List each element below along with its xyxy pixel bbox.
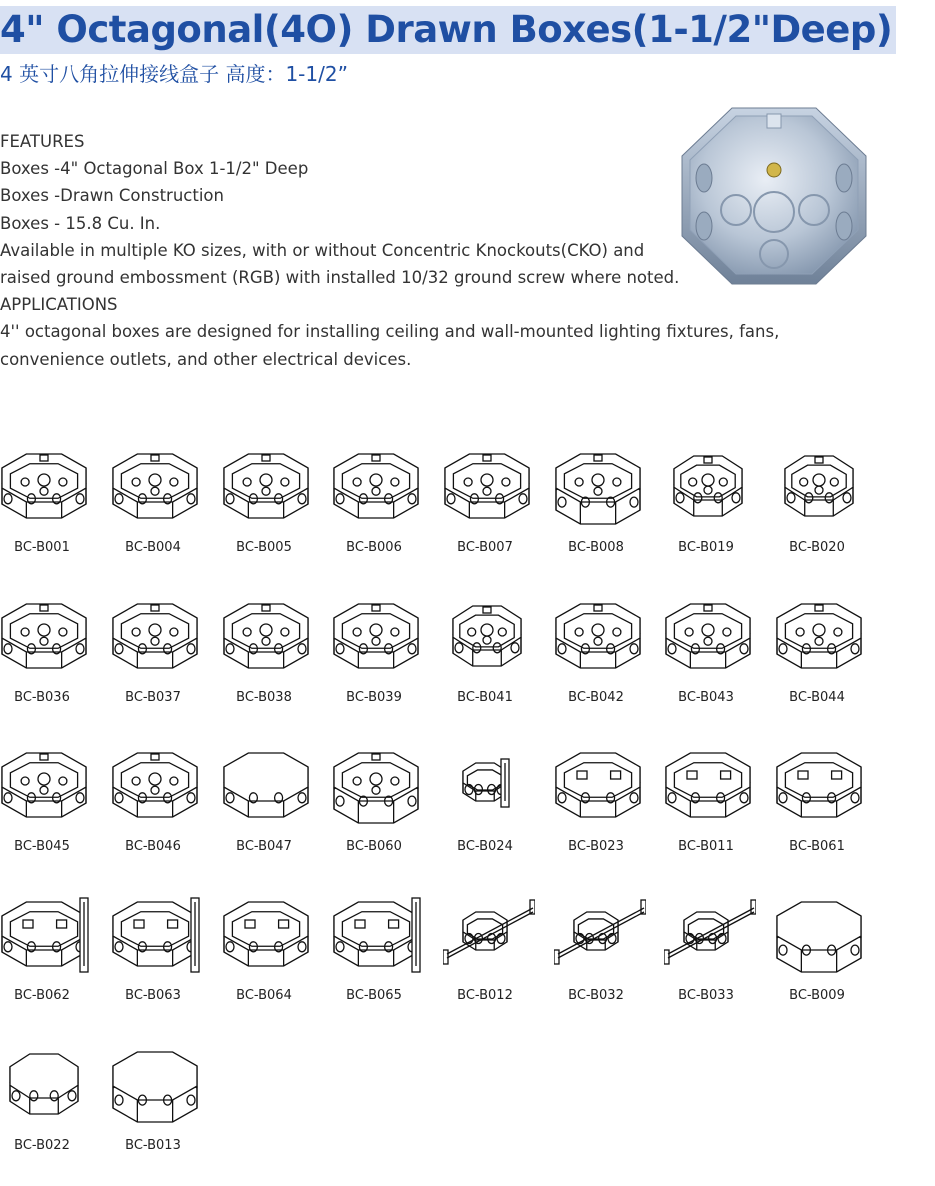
product-code: BC-B024 bbox=[457, 839, 513, 854]
applications-heading: APPLICATIONS bbox=[0, 295, 118, 315]
product-code: BC-B037 bbox=[125, 690, 181, 705]
octagonal-box-drawing bbox=[664, 737, 756, 833]
octagonal-box-drawing bbox=[0, 1036, 92, 1132]
product-item bbox=[664, 588, 774, 718]
octagonal-box-drawing bbox=[443, 588, 535, 684]
product-code: BC-B042 bbox=[568, 690, 624, 705]
octagonal-box-drawing bbox=[222, 438, 314, 534]
octagonal-box-drawing bbox=[332, 588, 424, 684]
product-code: BC-B062 bbox=[14, 988, 70, 1003]
product-code: BC-B020 bbox=[789, 540, 845, 555]
octagonal-box-drawing bbox=[222, 886, 314, 982]
product-code: BC-B038 bbox=[236, 690, 292, 705]
octagonal-box-drawing bbox=[775, 737, 867, 833]
product-item bbox=[443, 438, 553, 568]
applications-line: convenience outlets, and other electrical devices. bbox=[0, 349, 412, 369]
feature-line: Available in multiple KO sizes, with or without Concentric Knockouts(CKO) and bbox=[0, 240, 645, 260]
octagonal-box-drawing bbox=[443, 886, 535, 982]
feature-line: Boxes - 15.8 Cu. In. bbox=[0, 213, 161, 233]
product-item bbox=[222, 588, 332, 718]
octagonal-box-drawing bbox=[554, 438, 646, 534]
product-item bbox=[111, 588, 221, 718]
product-code: BC-B039 bbox=[346, 690, 402, 705]
product-code: BC-B045 bbox=[14, 839, 70, 854]
feature-line: raised ground embossment (RGB) with installed 10/32 ground screw where noted. bbox=[0, 268, 680, 288]
product-item bbox=[332, 438, 442, 568]
product-item bbox=[775, 438, 885, 568]
product-item bbox=[775, 886, 885, 1016]
product-item bbox=[443, 886, 553, 1016]
product-item bbox=[332, 737, 442, 867]
product-code: BC-B063 bbox=[125, 988, 181, 1003]
octagonal-box-drawing bbox=[111, 886, 203, 982]
product-code: BC-B013 bbox=[125, 1138, 181, 1153]
octagonal-box-drawing bbox=[111, 588, 203, 684]
product-item bbox=[664, 438, 774, 568]
product-code: BC-B032 bbox=[568, 988, 624, 1003]
product-item bbox=[0, 737, 110, 867]
product-code: BC-B011 bbox=[678, 839, 734, 854]
product-item bbox=[775, 737, 885, 867]
feature-line: Boxes -Drawn Construction bbox=[0, 186, 224, 206]
octagonal-box-drawing bbox=[775, 886, 867, 982]
octagonal-box-drawing bbox=[222, 737, 314, 833]
product-item bbox=[443, 737, 553, 867]
product-item bbox=[554, 886, 664, 1016]
product-code: BC-B065 bbox=[346, 988, 402, 1003]
octagonal-box-drawing bbox=[443, 438, 535, 534]
octagonal-box-drawing bbox=[443, 737, 535, 833]
product-code: BC-B043 bbox=[678, 690, 734, 705]
product-item bbox=[111, 1036, 221, 1166]
octagonal-box-drawing bbox=[332, 438, 424, 534]
octagonal-box-drawing bbox=[664, 438, 756, 534]
product-item bbox=[222, 438, 332, 568]
features-section bbox=[0, 128, 780, 373]
product-item bbox=[111, 438, 221, 568]
octagonal-box-drawing bbox=[111, 438, 203, 534]
product-code: BC-B019 bbox=[678, 540, 734, 555]
product-code: BC-B041 bbox=[457, 690, 513, 705]
page-subtitle: 4 英寸八角拉伸接线盒子 高度：1-1/2” bbox=[0, 62, 348, 86]
product-item bbox=[222, 737, 332, 867]
product-item bbox=[554, 588, 664, 718]
octagonal-box-drawing bbox=[332, 886, 424, 982]
octagonal-box-drawing bbox=[554, 737, 646, 833]
product-item bbox=[443, 588, 553, 718]
octagonal-box-drawing bbox=[554, 886, 646, 982]
product-item bbox=[664, 737, 774, 867]
product-code: BC-B007 bbox=[457, 540, 513, 555]
feature-line: Boxes -4" Octagonal Box 1-1/2" Deep bbox=[0, 159, 309, 179]
product-code: BC-B005 bbox=[236, 540, 292, 555]
product-item bbox=[554, 438, 664, 568]
product-item bbox=[332, 886, 442, 1016]
product-code: BC-B006 bbox=[346, 540, 402, 555]
octagonal-box-drawing bbox=[0, 588, 92, 684]
product-item bbox=[0, 438, 110, 568]
product-code: BC-B036 bbox=[14, 690, 70, 705]
features-heading: FEATURES bbox=[0, 132, 85, 151]
octagonal-box-drawing bbox=[775, 438, 867, 534]
product-code: BC-B046 bbox=[125, 839, 181, 854]
product-code: BC-B033 bbox=[678, 988, 734, 1003]
octagonal-box-drawing bbox=[222, 588, 314, 684]
product-code: BC-B009 bbox=[789, 988, 845, 1003]
octagonal-box-drawing bbox=[0, 438, 92, 534]
product-code: BC-B001 bbox=[14, 540, 70, 555]
product-code: BC-B061 bbox=[789, 839, 845, 854]
product-item bbox=[664, 886, 774, 1016]
octagonal-box-drawing bbox=[664, 886, 756, 982]
octagonal-box-photo bbox=[674, 98, 874, 294]
product-item bbox=[332, 588, 442, 718]
octagonal-box-drawing bbox=[332, 737, 424, 833]
product-item bbox=[222, 886, 332, 1016]
product-code: BC-B047 bbox=[236, 839, 292, 854]
product-code: BC-B023 bbox=[568, 839, 624, 854]
octagonal-box-drawing bbox=[111, 737, 203, 833]
product-code: BC-B012 bbox=[457, 988, 513, 1003]
product-item bbox=[0, 588, 110, 718]
product-code: BC-B064 bbox=[236, 988, 292, 1003]
product-item bbox=[111, 886, 221, 1016]
octagonal-box-drawing bbox=[554, 588, 646, 684]
product-code: BC-B004 bbox=[125, 540, 181, 555]
octagonal-box-drawing bbox=[0, 886, 92, 982]
product-item bbox=[0, 1036, 110, 1166]
product-code: BC-B022 bbox=[14, 1138, 70, 1153]
octagonal-box-drawing bbox=[111, 1036, 203, 1132]
page-title: 4" Octagonal(4O) Drawn Boxes(1-1/2"Deep) bbox=[0, 6, 896, 54]
product-item bbox=[554, 737, 664, 867]
octagonal-box-drawing bbox=[664, 588, 756, 684]
product-item bbox=[775, 588, 885, 718]
octagonal-box-drawing bbox=[775, 588, 867, 684]
product-code: BC-B008 bbox=[568, 540, 624, 555]
product-item bbox=[111, 737, 221, 867]
product-code: BC-B044 bbox=[789, 690, 845, 705]
octagonal-box-drawing bbox=[0, 737, 92, 833]
product-code: BC-B060 bbox=[346, 839, 402, 854]
product-item bbox=[0, 886, 110, 1016]
applications-line: 4'' octagonal boxes are designed for installing ceiling and wall-mounted lighting fixtures, fans, bbox=[0, 322, 780, 342]
